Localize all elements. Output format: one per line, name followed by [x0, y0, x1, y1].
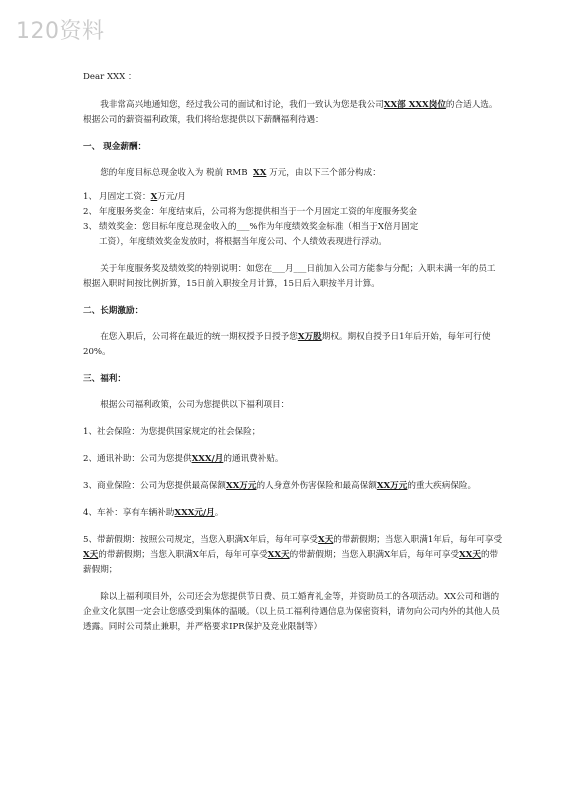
section-cash-title: 一、 现金薪酬： [83, 142, 147, 152]
benefit-text: 4、车补：享有车辆补助 [83, 508, 175, 518]
benefit-text-2: 。 [214, 508, 224, 518]
cash-item [83, 205, 503, 220]
item-amount: X [150, 192, 158, 202]
leave-days-3: XX天 [267, 550, 290, 560]
benefit-text-3: 的重大疾病保险。 [407, 481, 477, 491]
cash-lead-text-2: 万元，由以下三个部分构成： [269, 168, 381, 178]
incentive-paragraph [83, 330, 503, 360]
item-number: 2、 [83, 207, 98, 217]
leave-days-2: X天 [83, 550, 99, 560]
item-unit: 万元/月 [157, 192, 186, 202]
item-number: 1、 [83, 192, 98, 202]
benefit-text-2: 的人身意外伤害保险和最高保额 [256, 481, 377, 491]
incentive-text: 在您入职后，公司将在最近的统一期权授予日授予您 [100, 332, 298, 342]
benefit-communication [83, 452, 503, 467]
benefit-text-2: 的通讯费补贴。 [223, 454, 284, 464]
benefit-paid-leave [83, 533, 503, 578]
benefit-amount-2: XX万元 [376, 481, 408, 491]
benefit-car [83, 506, 503, 521]
cash-item-continuation: 工资），年度绩效奖金发放时，将根据当年度公司、个人绩效表现进行浮动。 [99, 237, 387, 247]
bonus-note: 关于年度服务奖及绩效奖的特别说明：如您在___月___日前加入公司方能参与分配；入职未满一年的员工根据入职时间按比例折算，15日前入职按全月计算，15日后入职按半月计算。 [83, 264, 496, 289]
cash-item [83, 220, 503, 235]
benefit-amount: XXX元/月 [174, 508, 215, 518]
cash-item [83, 190, 503, 205]
closing-paragraph: 除以上福利项目外，公司还会为您提供节日费、员工婚育礼金等，并资助员工的各项活动。XX公司和谐的企业文化氛围一定会让您感受到集体的温暖。（以上员工福利待遇信息为保密资料，请勿向公司内外的其他人员透露。同时公司禁止兼职，并严格要求IPR保护及竞业限制等） [83, 592, 500, 632]
offer-letter [83, 70, 503, 635]
leave-text-5: 的带薪假期； [83, 550, 499, 575]
leave-text-4: 的带薪假期；当您入职满X年后，每年可享受 [289, 550, 460, 560]
cash-lead [83, 166, 503, 181]
item-text: 年度服务奖金：年度结束后，公司将为您提供相当于一个月固定工资的年度服务奖金 [99, 207, 417, 217]
intro-text-2: 的合适人选。根据公司的薪资福利政策，我们将给您提供以下薪酬福利待遇： [83, 100, 498, 125]
benefit-social-insurance: 1、社会保险：为您提供国家规定的社会保险； [83, 427, 261, 437]
section-benefits-title: 三、福利： [83, 374, 126, 384]
leave-text-2: 的带薪假期；当您入职满1年后，每年可享受 [333, 535, 503, 545]
leave-days: X天 [318, 535, 334, 545]
watermark-text: 120资料 [16, 19, 105, 44]
benefit-text: 2、通讯补助：公司为您提供 [83, 454, 192, 464]
cash-amount: XX [253, 168, 267, 178]
benefit-amount: XX万元 [225, 481, 257, 491]
intro-paragraph [83, 98, 503, 128]
benefit-text: 3、商业保险：公司为您提供最高保额 [83, 481, 226, 491]
incentive-text-2: 期权。期权自授予日1年后开始，每年可行使20%。 [83, 332, 491, 357]
item-text: 绩效奖金：您目标年度总现金收入的___%作为年度绩效奖金标准（相当于X倍月固定 [99, 222, 419, 232]
greeting: Dear XXX ： [83, 72, 137, 82]
item-text: 月固定工资： [99, 192, 151, 202]
cash-lead-text: 您的年度目标总现金收入为 税前 RMB [100, 168, 248, 178]
leave-text-3: 的带薪假期；当您入职满X年后，每年可享受 [98, 550, 268, 560]
benefit-amount: XXX/月 [191, 454, 224, 464]
intro-position: XX部 XXX岗位 [383, 100, 446, 110]
leave-days-4: XX天 [459, 550, 481, 560]
intro-text: 我非常高兴地通知您，经过我公司的面试和讨论，我们一致认为您是我公司 [100, 100, 384, 110]
option-amount: X万股 [297, 332, 322, 342]
leave-text: 5、带薪假期：按照公司规定，当您入职满X年后，每年可享受 [83, 535, 319, 545]
item-number: 3、 [83, 222, 98, 232]
section-incentive-title: 二、长期激励： [83, 306, 144, 316]
benefits-lead: 根据公司福利政策，公司为您提供以下福利项目： [100, 400, 290, 410]
benefit-commercial-insurance [83, 479, 503, 494]
